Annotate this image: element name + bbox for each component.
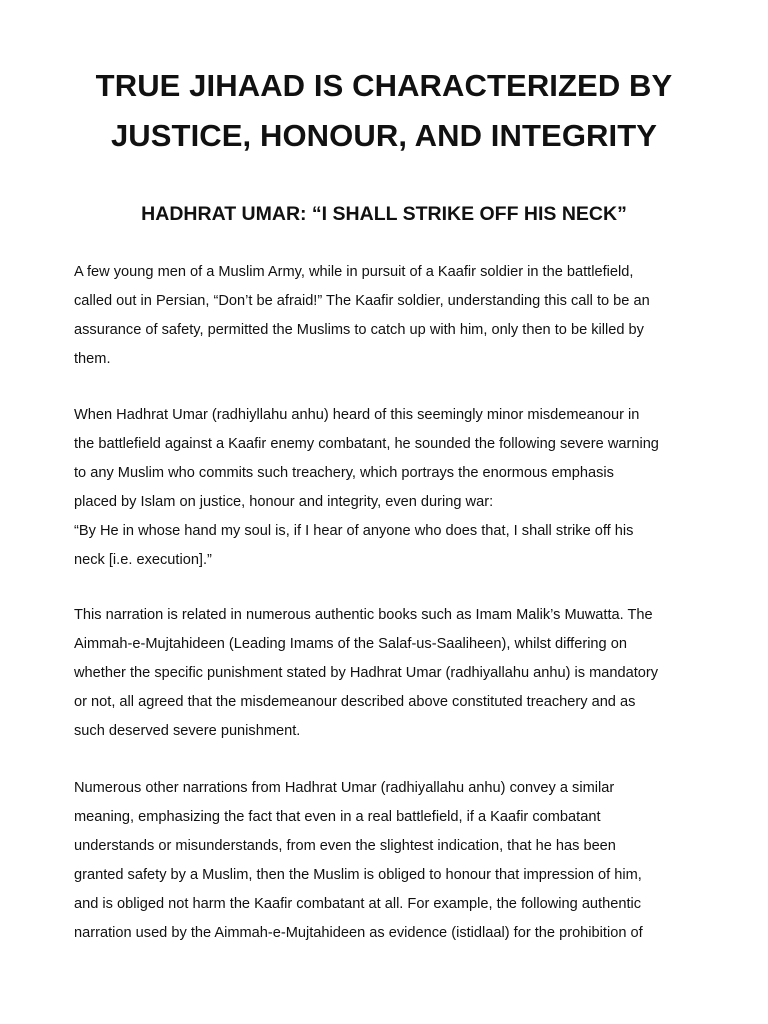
paragraph-line: When Hadhrat Umar (radhiyllahu anhu) heard of this seemingly minor misdemeanour in <box>74 407 640 423</box>
paragraph-line: understands or misunderstands, from even the slightest indication, that he has been <box>74 838 616 854</box>
paragraph-line: whether the specific punishment stated by Hadhrat Umar (radhiyallahu anhu) is mandatory <box>74 665 659 681</box>
paragraph-2 <box>74 401 704 575</box>
paragraph-line: narration used by the Aimmah-e-Mujtahideen as evidence (istidlaal) for the prohibition of <box>74 925 643 941</box>
paragraph-1 <box>74 258 704 374</box>
paragraph-line: to any Muslim who commits such treachery, which portrays the enormous emphasis <box>74 465 614 481</box>
paragraph-line: and is obliged not harm the Kaafir combatant at all. For example, the following authentic <box>74 896 642 912</box>
paragraph-line: the battlefield against a Kaafir enemy combatant, he sounded the following severe warning <box>74 436 659 452</box>
paragraph-line: Numerous other narrations from Hadhrat Umar (radhiyallahu anhu) convey a similar <box>74 780 615 796</box>
paragraph-line: assurance of safety, permitted the Muslims to catch up with him, only then to be killed by <box>74 322 644 338</box>
document-title-line-1: TRUE JIHAAD IS CHARACTERIZED BY <box>95 68 673 103</box>
document-subtitle: HADHRAT UMAR: “I SHALL STRIKE OFF HIS NECK” <box>141 203 627 225</box>
paragraph-4 <box>74 774 704 948</box>
paragraph-line: or not, all agreed that the misdemeanour described above constituted treachery and as <box>74 694 636 710</box>
paragraph-line: such deserved severe punishment. <box>74 723 301 739</box>
paragraph-line: called out in Persian, “Don’t be afraid!” The Kaafir soldier, understanding this call to be an <box>74 293 650 309</box>
paragraph-line: A few young men of a Muslim Army, while in pursuit of a Kaafir soldier in the battlefield, <box>74 264 634 280</box>
paragraph-3 <box>74 601 704 746</box>
paragraph-line: This narration is related in numerous authentic books such as Imam Malik’s Muwatta. The <box>74 607 653 623</box>
paragraph-line: granted safety by a Muslim, then the Muslim is obliged to honour that impression of him, <box>74 867 642 883</box>
paragraph-line: them. <box>74 351 111 367</box>
quote-line: neck [i.e. execution].” <box>74 552 212 568</box>
quote-line: “By He in whose hand my soul is, if I hear of anyone who does that, I shall strike off his <box>74 523 634 539</box>
paragraph-line: Aimmah-e-Mujtahideen (Leading Imams of the Salaf-us-Saaliheen), whilst differing on <box>74 636 627 652</box>
paragraph-line: meaning, emphasizing the fact that even in a real battlefield, if a Kaafir combatant <box>74 809 601 825</box>
paragraph-line: placed by Islam on justice, honour and integrity, even during war: <box>74 494 494 510</box>
document-title-line-2: JUSTICE, HONOUR, AND INTEGRITY <box>110 118 658 153</box>
